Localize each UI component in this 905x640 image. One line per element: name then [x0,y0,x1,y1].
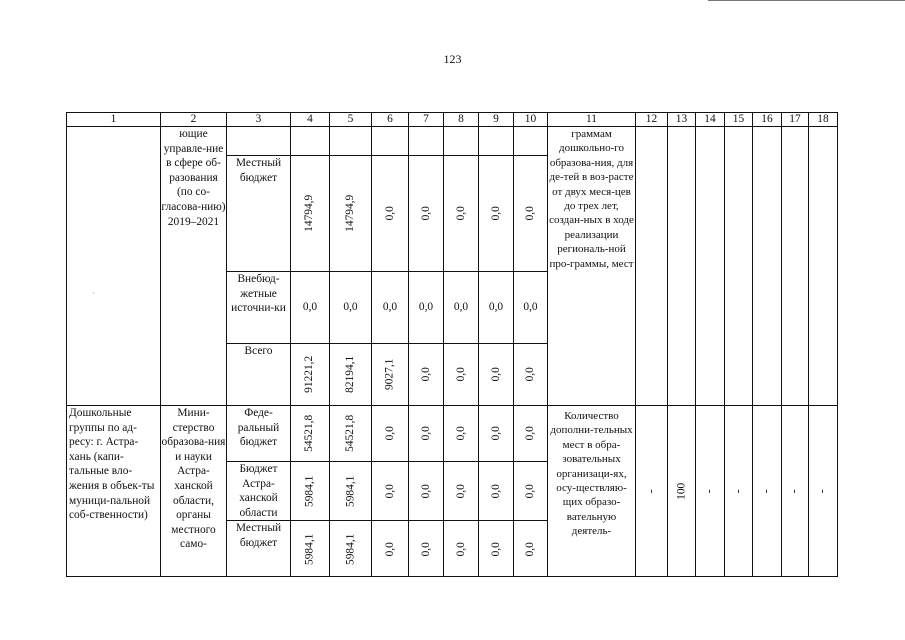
value: 0,0 [419,367,432,382]
value: 0,0 [454,367,467,382]
value-cell [444,521,479,577]
value: 82194,1 [344,355,357,394]
page-number: 123 [443,52,462,66]
value-cell [409,521,444,577]
empty-cell [291,127,330,156]
value-cell [409,156,444,272]
block1-indicator-cell: граммам дошкольно-го образова-ния, для де-тей в воз-расте от двух меся-цев до трех лет, создан-ных в ходе реализации региональ-ной про-граммы, мест [548,127,636,406]
col-header-15: 15 [725,113,753,127]
col-header-10: 10 [514,113,548,127]
value: 0,0 [383,426,396,441]
value-cell: 0,0 [514,272,548,344]
col-header-8: 8 [444,113,479,127]
value: 9027,1 [383,358,396,391]
value: 5984,1 [303,533,316,565]
indicator: - [645,489,658,494]
col-header-5: 5 [330,113,372,127]
funding-source: Внебюд-жетные источни-ки [227,272,291,344]
col-header-6: 6 [372,113,409,127]
empty-cell [514,127,548,156]
value-cell [291,462,330,521]
empty-cell [636,127,668,406]
col-header-4: 4 [291,113,330,127]
value-cell [514,344,548,406]
value: 0,0 [489,367,502,382]
value-cell: 0,0 [479,272,514,344]
value-cell [372,156,409,272]
value-cell [330,406,372,462]
block1-source-empty [227,127,291,156]
value: 0,0 [419,206,432,221]
col-header-18: 18 [809,113,838,127]
value: 0,0 [524,426,537,441]
value-cell [514,521,548,577]
value-cell [444,406,479,462]
value: 0,0 [383,484,396,499]
indicator: - [816,489,829,494]
block1-object-cell [67,127,161,406]
value-cell [291,344,330,406]
funding-source: Бюджет Астра-ханской области [227,462,291,521]
funding-source: Местный бюджет [227,521,291,577]
col-header-1: 1 [67,113,161,127]
stray-mark: · [92,288,95,298]
value-cell [514,462,548,521]
header-row [67,113,838,127]
col-header-17: 17 [782,113,809,127]
col-header-16: 16 [753,113,782,127]
indicator: - [703,489,716,494]
value-cell [330,344,372,406]
block2-row-federal [67,406,838,462]
value: 0,0 [454,541,467,556]
value-cell: 0,0 [330,272,372,344]
value-cell [291,521,330,577]
value-cell: 0,0 [409,272,444,344]
value-cell [330,521,372,577]
value: 0,0 [524,541,537,556]
value: 5984,1 [303,475,316,507]
value: 54521,8 [344,414,357,453]
value: 91221,2 [303,355,316,394]
value-cell [409,406,444,462]
indicator-cell [725,406,753,577]
value: 0,0 [524,367,537,382]
value: 0,0 [489,426,502,441]
value-cell [479,344,514,406]
value-cell [444,462,479,521]
indicator-cell [809,406,838,577]
empty-cell [809,127,838,406]
indicator: - [760,489,773,494]
value-cell [372,406,409,462]
col-header-11: 11 [548,113,636,127]
value-cell [479,462,514,521]
value: 14794,9 [303,194,316,233]
col-header-7: 7 [409,113,444,127]
block1-continuation-row [67,127,838,156]
empty-cell [668,127,696,406]
value-cell [409,344,444,406]
value-cell: 0,0 [291,272,330,344]
value: 5984,1 [344,533,357,565]
value-cell [479,406,514,462]
empty-cell [409,127,444,156]
top-rule [708,0,905,1]
indicator-cell [636,406,668,577]
value-cell: 0,0 [372,272,409,344]
value: 14794,9 [344,194,357,233]
value-cell [291,156,330,272]
col-header-13: 13 [668,113,696,127]
empty-cell [330,127,372,156]
value: 0,0 [383,541,396,556]
value: 0,0 [489,484,502,499]
value-cell [479,521,514,577]
value: 0,0 [489,206,502,221]
col-header-2: 2 [161,113,227,127]
value: 0,0 [524,484,537,499]
value: 0,0 [454,206,467,221]
block2-indicator-cell: Количество дополни-тельных мест в обра-зовательных организаци-ях, осу-ществляю-щих образо-вательную деятель- [548,406,636,577]
indicator-cell [782,406,809,577]
value: 0,0 [454,484,467,499]
block2-executor-cell: Мини-стерство образова-ния и науки Астра-ханской области, органы местного само- [161,406,227,577]
value: 0,0 [524,206,537,221]
col-header-12: 12 [636,113,668,127]
value-cell [409,462,444,521]
indicator-cell [696,406,725,577]
value-cell [372,462,409,521]
value-cell [330,156,372,272]
value-cell [330,462,372,521]
indicator: 100 [675,482,688,500]
value-cell [444,156,479,272]
budget-table [66,112,838,577]
value-cell [372,344,409,406]
block1-executor-cell: ющие управле-ние в сфере об-разования (по со-гласова-нию) 2019–2021 [161,127,227,406]
value: 0,0 [489,541,502,556]
empty-cell [753,127,782,406]
value: 0,0 [454,426,467,441]
empty-cell [696,127,725,406]
value: 0,0 [383,206,396,221]
empty-cell [372,127,409,156]
col-header-14: 14 [696,113,725,127]
empty-cell [444,127,479,156]
indicator: - [732,489,745,494]
indicator: - [788,489,801,494]
value: 0,0 [419,541,432,556]
value-cell [291,406,330,462]
indicator-cell [753,406,782,577]
value-cell [444,344,479,406]
value-cell [479,156,514,272]
indicator-cell [668,406,696,577]
value-cell [514,156,548,272]
value: 54521,8 [303,414,316,453]
col-header-9: 9 [479,113,514,127]
funding-source: Всего [227,344,291,406]
value: 0,0 [419,426,432,441]
value: 0,0 [419,484,432,499]
value-cell [372,521,409,577]
value-cell: 0,0 [444,272,479,344]
empty-cell [782,127,809,406]
value: 5984,1 [344,475,357,507]
empty-cell [725,127,753,406]
block2-object-cell: Дошкольные группы по ад-ресу: г. Астра-хань (капи-тальные вло-жения в объек-ты муници-пальной соб-ственности) [67,406,161,577]
funding-source: Местный бюджет [227,156,291,272]
value-cell [514,406,548,462]
empty-cell [479,127,514,156]
funding-source: Феде-ральный бюджет [227,406,291,462]
col-header-3: 3 [227,113,291,127]
